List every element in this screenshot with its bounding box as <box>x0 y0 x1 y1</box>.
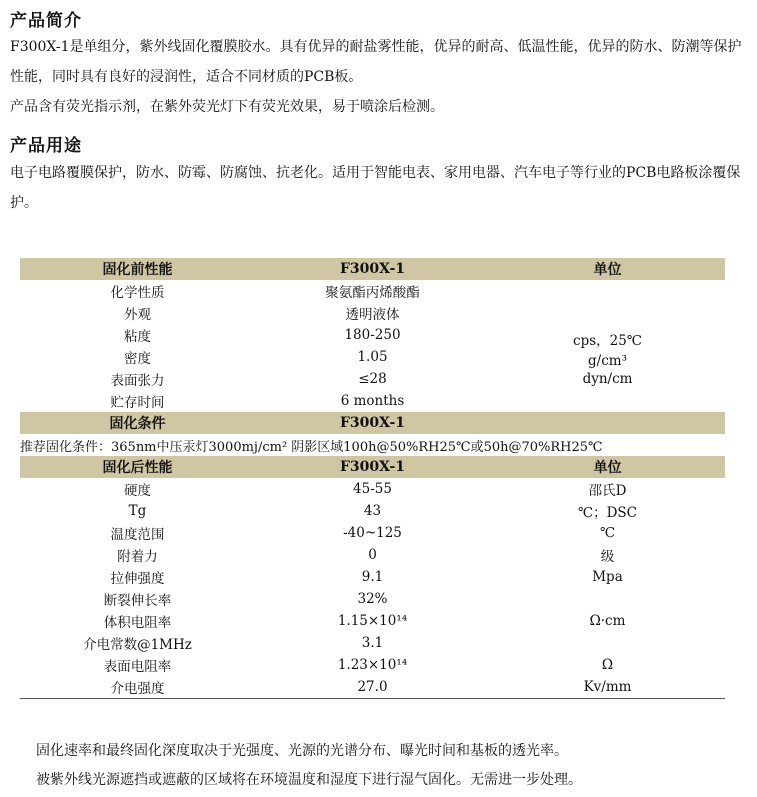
value-cell: 0 <box>368 547 377 563</box>
property-cell: 体积电阻率 <box>103 615 172 631</box>
value-cell: 32% <box>357 591 388 607</box>
value-cell: ≤28 <box>358 371 387 387</box>
cure-conditions-note: 推荐固化条件：365nm中压汞灯3000mj/cm² 阴影区域100h@50%RH25℃或50h@70%RH25℃ <box>20 434 725 456</box>
unit-cell <box>490 588 725 610</box>
table-row <box>20 544 725 566</box>
unit-cell <box>490 632 725 654</box>
value-cell: 透明液体 <box>345 307 400 323</box>
unit-cell: ℃ <box>599 525 616 541</box>
unit-text: cps，25℃ <box>573 333 642 349</box>
usage-paragraph: 电子电路覆膜保护，防水、防霉、防腐蚀、抗老化。适用于智能电表、家用电器、汽车电子等行业的PCB电路板涂覆保护。 <box>10 165 741 211</box>
property-cell: 贮存时间 <box>110 395 165 411</box>
pre-cure-header-row <box>20 258 725 280</box>
footer-note-2: 被紫外线光源遮挡或遮蔽的区域将在环境温度和湿度下进行湿气固化。无需进一步处理。 <box>36 772 582 788</box>
property-cell: 拉伸强度 <box>110 571 165 587</box>
value-cell: 43 <box>363 503 382 519</box>
intro-paragraph-2: 产品含有荧光指示剂，在紫外荧光灯下有荧光效果，易于喷涂后检测。 <box>10 99 444 115</box>
property-cell: 硬度 <box>124 483 151 499</box>
properties-table <box>20 258 725 699</box>
table-row <box>20 610 725 632</box>
table-row <box>20 632 725 654</box>
unit-cell: ℃；DSC <box>577 505 637 521</box>
unit-cell: Ω·cm <box>589 613 626 629</box>
footer-note-1: 固化速率和最终固化深度取决于光强度、光源的光谱分布、曝光时间和基板的透光率。 <box>36 743 568 759</box>
table-row <box>20 368 725 390</box>
intro-heading: 产品简介 <box>10 11 82 31</box>
unit-cell: dyn/cm <box>582 371 633 387</box>
property-cell: 密度 <box>124 351 151 367</box>
table-row <box>20 676 725 699</box>
property-cell: 温度范围 <box>110 527 165 543</box>
unit-cell: Kv/mm <box>490 676 725 699</box>
value-cell: 180-250 <box>344 327 401 343</box>
unit-cell: 级 <box>600 549 615 565</box>
table-row <box>20 280 725 302</box>
header-cell: 固化前性能 <box>20 258 255 280</box>
value-cell: 9.1 <box>361 569 384 585</box>
property-cell: 外观 <box>124 307 151 323</box>
unit-cell: 邵氏D <box>588 483 627 499</box>
unit-text: g/cm³ <box>588 353 627 369</box>
header-cell: 固化后性能 <box>20 456 255 478</box>
header-cell: F300X-1 <box>255 456 490 478</box>
value-cell: -40~125 <box>343 525 402 541</box>
property-cell: 化学性质 <box>110 285 165 301</box>
unit-cell <box>490 324 725 349</box>
property-cell: 介电常数@1MHz <box>83 637 192 653</box>
property-cell: 介电强度 <box>20 676 255 699</box>
table-row <box>20 588 725 610</box>
property-cell: 断裂伸长率 <box>103 593 172 609</box>
table-row <box>20 522 725 544</box>
unit-cell <box>490 280 725 302</box>
property-cell: 附着力 <box>117 549 158 565</box>
value-cell: 1.05 <box>357 349 388 365</box>
unit-cell <box>490 390 725 412</box>
unit-cell: Ω <box>601 657 614 673</box>
value-cell: 6 months <box>340 393 405 409</box>
header-cell: F300X-1 <box>255 258 490 280</box>
table-row <box>20 500 725 522</box>
table-row <box>20 302 725 324</box>
header-cell: 单位 <box>490 258 725 280</box>
table-row <box>20 346 725 368</box>
table-row <box>20 566 725 588</box>
header-cell: 固化条件 <box>20 412 255 434</box>
post-cure-header-row <box>20 456 725 478</box>
value-cell: 27.0 <box>255 676 490 699</box>
property-cell: Tg <box>128 503 147 519</box>
value-cell: 3.1 <box>361 635 384 651</box>
cure-conditions-row <box>20 434 725 456</box>
value-cell: 聚氨酯丙烯酸酯 <box>325 285 420 301</box>
property-cell: 粘度 <box>124 329 151 345</box>
table-row <box>20 478 725 500</box>
usage-heading: 产品用途 <box>10 136 82 156</box>
intro-paragraph-1: F300X-1是单组分，紫外线固化覆膜胶水。具有优异的耐盐雾性能，优异的耐高、低温性能，优异的防水、防潮等保护性能，同时具有良好的浸润性，适合不同材质的PCB板。 <box>10 39 742 85</box>
cure-conditions-header-row <box>20 412 725 434</box>
table-row <box>20 324 725 346</box>
table-row <box>20 654 725 676</box>
unit-cell: Mpa <box>592 569 623 585</box>
header-cell: 单位 <box>490 456 725 478</box>
unit-cell <box>490 346 725 368</box>
unit-cell <box>490 302 725 324</box>
value-cell: 1.15×10¹⁴ <box>337 613 408 629</box>
property-cell: 表面电阻率 <box>103 659 172 675</box>
value-cell: 1.23×10¹⁴ <box>337 657 408 673</box>
header-cell: F300X-1 <box>255 412 490 434</box>
table-row <box>20 390 725 412</box>
header-cell <box>490 412 725 434</box>
value-cell: 45-55 <box>353 481 392 497</box>
property-cell: 表面张力 <box>110 373 165 389</box>
